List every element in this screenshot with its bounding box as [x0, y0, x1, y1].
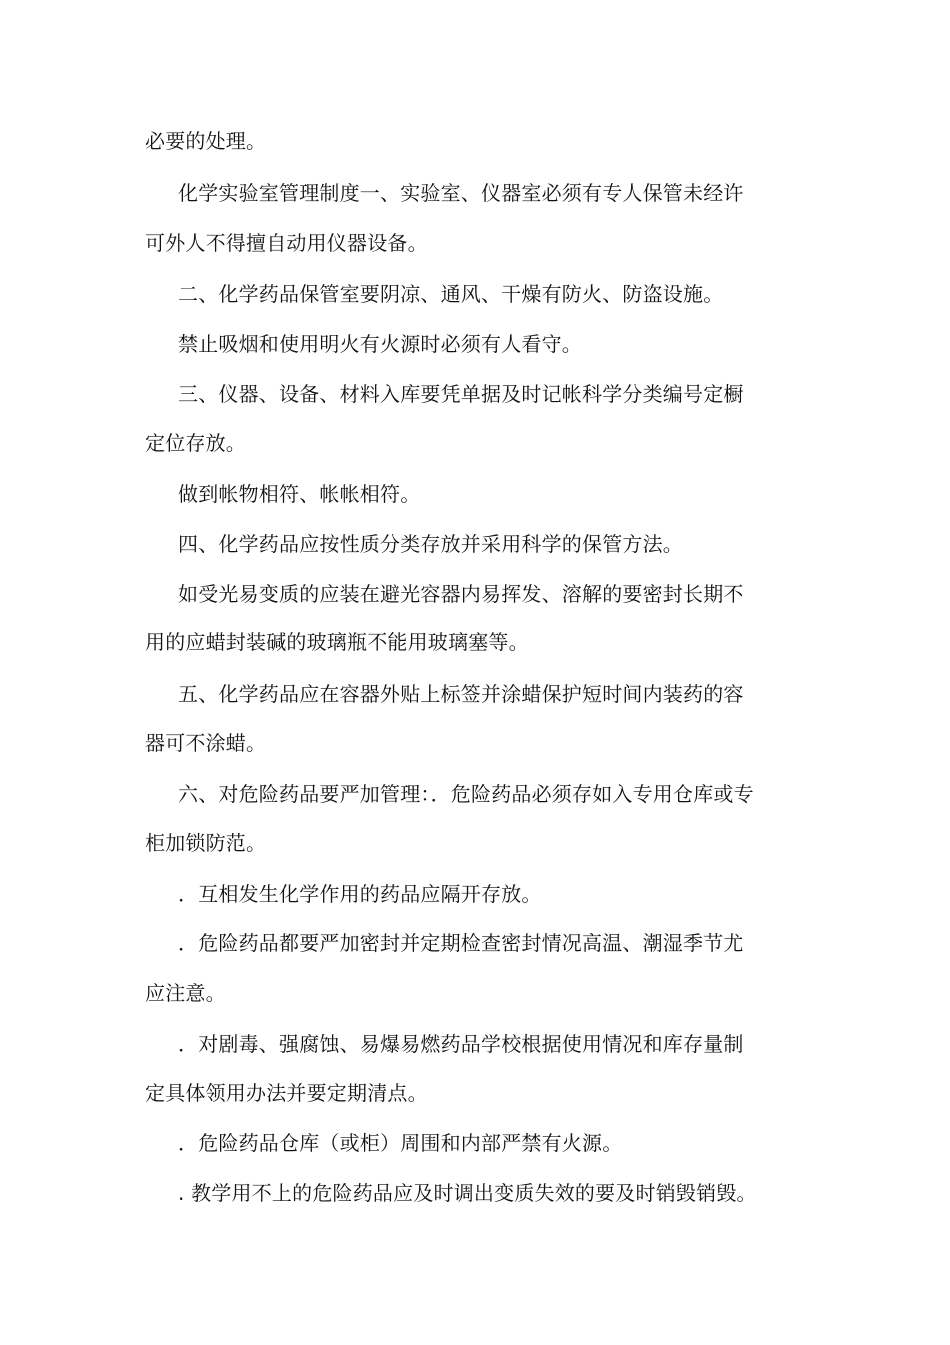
text-line-1: 必要的处理。 [145, 129, 267, 153]
text-line-8: 做到帐物相符、帐帐相符。 [178, 482, 421, 506]
text-line-15: 柜加锁防范。 [145, 831, 267, 855]
text-line-14: 六、对危险药品要严加管理：．危险药品必须存如入专用仓库或专 [178, 782, 754, 806]
text-line-21: ．危险药品仓库（或柜）周围和内部严禁有火源。 [178, 1131, 623, 1155]
text-line-16: ．互相发生化学作用的药品应隔开存放。 [178, 882, 542, 906]
text-line-12: 五、化学药品应在容器外贴上标签并涂蜡保护短时间内装药的容 [178, 682, 744, 706]
text-line-7: 定位存放。 [145, 431, 246, 455]
text-line-10: 如受光易变质的应装在避光容器内易挥发、溶解的要密封长期不 [178, 582, 744, 606]
text-line-5: 禁止吸烟和使用明火有火源时必须有人看守。 [178, 332, 582, 356]
text-line-9: 四、化学药品应按性质分类存放并采用科学的保管方法。 [178, 532, 683, 556]
text-line-17: ．危险药品都要严加密封并定期检查密封情况高温、潮湿季节尤 [178, 931, 744, 955]
text-line-22: . 教学用不上的危险药品应及时调出变质失效的要及时销毁销毁。 [178, 1181, 757, 1205]
text-line-3: 可外人不得擅自动用仪器设备。 [145, 231, 428, 255]
text-line-2: 化学实验室管理制度一、实验室、仪器室必须有专人保管未经许 [178, 181, 744, 205]
text-line-13: 器可不涂蜡。 [145, 731, 267, 755]
text-line-19: ．对剧毒、强腐蚀、易爆易燃药品学校根据使用情况和库存量制 [178, 1032, 744, 1056]
text-line-6: 三、仪器、设备、材料入库要凭单据及时记帐科学分类编号定橱 [178, 382, 744, 406]
text-line-18: 应注意。 [145, 981, 226, 1005]
text-line-11: 用的应蜡封装碱的玻璃瓶不能用玻璃塞等。 [145, 630, 529, 654]
text-line-4: 二、化学药品保管室要阴凉、通风、干燥有防火、防盗设施。 [178, 282, 724, 306]
text-line-20: 定具体领用办法并要定期清点。 [145, 1081, 428, 1105]
